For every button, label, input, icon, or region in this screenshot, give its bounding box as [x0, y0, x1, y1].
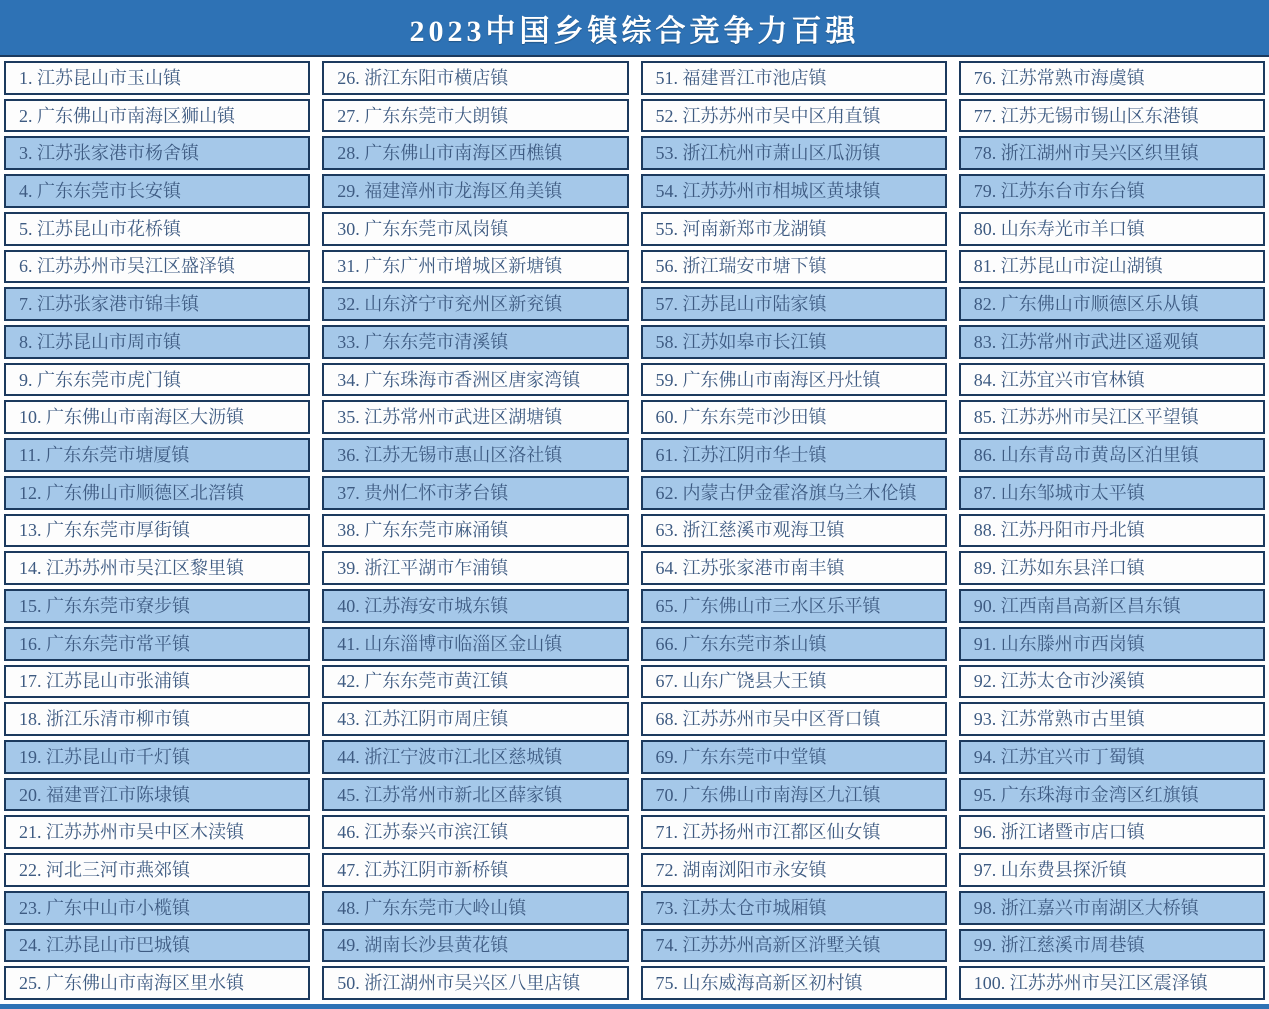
- rank-list-cell: 51. 福建晋江市池店镇: [641, 61, 947, 95]
- rank-column-1: [4, 61, 310, 1000]
- rank-list-cell: 55. 河南新郑市龙湖镇: [641, 212, 947, 246]
- rank-list-cell: 17. 江苏昆山市张浦镇: [4, 665, 310, 699]
- rank-list-cell: 13. 广东东莞市厚街镇: [4, 514, 310, 548]
- rank-list-cell: 38. 广东东莞市麻涌镇: [322, 514, 628, 548]
- rank-list-cell: 84. 江苏宜兴市官林镇: [959, 363, 1265, 397]
- rank-list-cell: 99. 浙江慈溪市周巷镇: [959, 929, 1265, 963]
- rank-list-cell: 6. 江苏苏州市吴江区盛泽镇: [4, 250, 310, 284]
- rank-list-cell: 69. 广东东莞市中堂镇: [641, 740, 947, 774]
- rank-list-cell: 56. 浙江瑞安市塘下镇: [641, 250, 947, 284]
- rank-list-cell: 64. 江苏张家港市南丰镇: [641, 551, 947, 585]
- rank-list-cell: 8. 江苏昆山市周市镇: [4, 325, 310, 359]
- rank-list-cell: 12. 广东佛山市顺德区北滘镇: [4, 476, 310, 510]
- rank-list-cell: 83. 江苏常州市武进区遥观镇: [959, 325, 1265, 359]
- rank-list-cell: 54. 江苏苏州市相城区黄埭镇: [641, 174, 947, 208]
- rank-list-cell: 58. 江苏如皋市长江镇: [641, 325, 947, 359]
- rank-list-cell: 9. 广东东莞市虎门镇: [4, 363, 310, 397]
- rank-list-cell: 34. 广东珠海市香洲区唐家湾镇: [322, 363, 628, 397]
- rank-list-cell: 70. 广东佛山市南海区九江镇: [641, 778, 947, 812]
- rank-list-cell: 80. 山东寿光市羊口镇: [959, 212, 1265, 246]
- rank-list-cell: 21. 江苏苏州市吴中区木渎镇: [4, 815, 310, 849]
- rank-list-cell: 37. 贵州仁怀市茅台镇: [322, 476, 628, 510]
- rank-list-cell: 96. 浙江诸暨市店口镇: [959, 815, 1265, 849]
- rank-list-cell: 71. 江苏扬州市江都区仙女镇: [641, 815, 947, 849]
- rank-list-cell: 62. 内蒙古伊金霍洛旗乌兰木伦镇: [641, 476, 947, 510]
- rank-list-cell: 89. 江苏如东县洋口镇: [959, 551, 1265, 585]
- rank-list-cell: 95. 广东珠海市金湾区红旗镇: [959, 778, 1265, 812]
- rank-list-cell: 63. 浙江慈溪市观海卫镇: [641, 514, 947, 548]
- rank-list-cell: 48. 广东东莞市大岭山镇: [322, 891, 628, 925]
- rank-list-cell: 16. 广东东莞市常平镇: [4, 627, 310, 661]
- rank-list-cell: 19. 江苏昆山市千灯镇: [4, 740, 310, 774]
- rank-list-cell: 68. 江苏苏州市吴中区胥口镇: [641, 702, 947, 736]
- rank-list-cell: 39. 浙江平湖市乍浦镇: [322, 551, 628, 585]
- rank-list-cell: 73. 江苏太仓市城厢镇: [641, 891, 947, 925]
- rank-list-cell: 77. 江苏无锡市锡山区东港镇: [959, 99, 1265, 133]
- rank-list-cell: 90. 江西南昌高新区昌东镇: [959, 589, 1265, 623]
- rank-list-cell: 2. 广东佛山市南海区狮山镇: [4, 99, 310, 133]
- rank-list-cell: 45. 江苏常州市新北区薛家镇: [322, 778, 628, 812]
- rank-list-cell: 44. 浙江宁波市江北区慈城镇: [322, 740, 628, 774]
- rank-list-cell: 14. 江苏苏州市吴江区黎里镇: [4, 551, 310, 585]
- rank-list-cell: 23. 广东中山市小榄镇: [4, 891, 310, 925]
- rank-list-cell: 46. 江苏泰兴市滨江镇: [322, 815, 628, 849]
- rank-list-cell: 92. 江苏太仓市沙溪镇: [959, 665, 1265, 699]
- rank-list-cell: 32. 山东济宁市兖州区新兖镇: [322, 287, 628, 321]
- rank-list-cell: 65. 广东佛山市三水区乐平镇: [641, 589, 947, 623]
- rank-list-cell: 72. 湖南浏阳市永安镇: [641, 853, 947, 887]
- rank-list-cell: 81. 江苏昆山市淀山湖镇: [959, 250, 1265, 284]
- rank-column-4: [959, 61, 1265, 1000]
- rank-list-cell: 66. 广东东莞市茶山镇: [641, 627, 947, 661]
- rank-list-cell: 60. 广东东莞市沙田镇: [641, 400, 947, 434]
- rank-list-cell: 57. 江苏昆山市陆家镇: [641, 287, 947, 321]
- rank-list-cell: 15. 广东东莞市寮步镇: [4, 589, 310, 623]
- rank-list-cell: 27. 广东东莞市大朗镇: [322, 99, 628, 133]
- rank-list-cell: 86. 山东青岛市黄岛区泊里镇: [959, 438, 1265, 472]
- rank-list-cell: 91. 山东滕州市西岗镇: [959, 627, 1265, 661]
- rank-list-cell: 98. 浙江嘉兴市南湖区大桥镇: [959, 891, 1265, 925]
- rank-list-cell: 7. 江苏张家港市锦丰镇: [4, 287, 310, 321]
- rank-list-cell: 26. 浙江东阳市横店镇: [322, 61, 628, 95]
- rank-list-cell: 43. 江苏江阴市周庄镇: [322, 702, 628, 736]
- rank-list-cell: 53. 浙江杭州市萧山区瓜沥镇: [641, 136, 947, 170]
- rank-list-cell: 42. 广东东莞市黄江镇: [322, 665, 628, 699]
- rank-list-cell: 59. 广东佛山市南海区丹灶镇: [641, 363, 947, 397]
- rank-list-cell: 85. 江苏苏州市吴江区平望镇: [959, 400, 1265, 434]
- rank-list-cell: 100. 江苏苏州市吴江区震泽镇: [959, 966, 1265, 1000]
- rank-list-cell: 5. 江苏昆山市花桥镇: [4, 212, 310, 246]
- rank-column-2: [322, 61, 628, 1000]
- rank-column-3: [641, 61, 947, 1000]
- rank-list-cell: 30. 广东东莞市凤岗镇: [322, 212, 628, 246]
- rank-list-cell: 97. 山东费县探沂镇: [959, 853, 1265, 887]
- rank-list-cell: 47. 江苏江阴市新桥镇: [322, 853, 628, 887]
- rank-list-cell: 49. 湖南长沙县黄花镇: [322, 929, 628, 963]
- rank-list-cell: 82. 广东佛山市顺德区乐从镇: [959, 287, 1265, 321]
- rank-list-cell: 11. 广东东莞市塘厦镇: [4, 438, 310, 472]
- rank-list-cell: 94. 江苏宜兴市丁蜀镇: [959, 740, 1265, 774]
- ranking-table: [0, 57, 1269, 1004]
- rank-list-cell: 40. 江苏海安市城东镇: [322, 589, 628, 623]
- rank-list-cell: 31. 广东广州市增城区新塘镇: [322, 250, 628, 284]
- rank-list-cell: 20. 福建晋江市陈埭镇: [4, 778, 310, 812]
- rank-list-cell: 67. 山东广饶县大王镇: [641, 665, 947, 699]
- rank-list-cell: 10. 广东佛山市南海区大沥镇: [4, 400, 310, 434]
- rank-list-cell: 1. 江苏昆山市玉山镇: [4, 61, 310, 95]
- rank-list-cell: 4. 广东东莞市长安镇: [4, 174, 310, 208]
- title-band: [0, 0, 1269, 57]
- rank-list-cell: 74. 江苏苏州高新区浒墅关镇: [641, 929, 947, 963]
- rank-list-cell: 41. 山东淄博市临淄区金山镇: [322, 627, 628, 661]
- rank-list-cell: 50. 浙江湖州市吴兴区八里店镇: [322, 966, 628, 1000]
- rank-list-cell: 22. 河北三河市燕郊镇: [4, 853, 310, 887]
- rank-list-cell: 35. 江苏常州市武进区湖塘镇: [322, 400, 628, 434]
- rank-list-cell: 25. 广东佛山市南海区里水镇: [4, 966, 310, 1000]
- rank-list-cell: 3. 江苏张家港市杨舍镇: [4, 136, 310, 170]
- rank-list-cell: 75. 山东威海高新区初村镇: [641, 966, 947, 1000]
- rank-list-cell: 76. 江苏常熟市海虞镇: [959, 61, 1265, 95]
- rank-list-cell: 33. 广东东莞市清溪镇: [322, 325, 628, 359]
- rank-list-cell: 52. 江苏苏州市吴中区甪直镇: [641, 99, 947, 133]
- rank-list-cell: 79. 江苏东台市东台镇: [959, 174, 1265, 208]
- page-title: 2023中国乡镇综合竞争力百强: [409, 14, 860, 48]
- rank-list-cell: 18. 浙江乐清市柳市镇: [4, 702, 310, 736]
- rank-list-cell: 78. 浙江湖州市吴兴区织里镇: [959, 136, 1265, 170]
- rank-list-cell: 87. 山东邹城市太平镇: [959, 476, 1265, 510]
- rank-list-cell: 28. 广东佛山市南海区西樵镇: [322, 136, 628, 170]
- rank-list-cell: 61. 江苏江阴市华士镇: [641, 438, 947, 472]
- rank-list-cell: 93. 江苏常熟市古里镇: [959, 702, 1265, 736]
- rank-list-cell: 36. 江苏无锡市惠山区洛社镇: [322, 438, 628, 472]
- rank-list-cell: 29. 福建漳州市龙海区角美镇: [322, 174, 628, 208]
- rank-list-cell: 88. 江苏丹阳市丹北镇: [959, 514, 1265, 548]
- rank-list-cell: 24. 江苏昆山市巴城镇: [4, 929, 310, 963]
